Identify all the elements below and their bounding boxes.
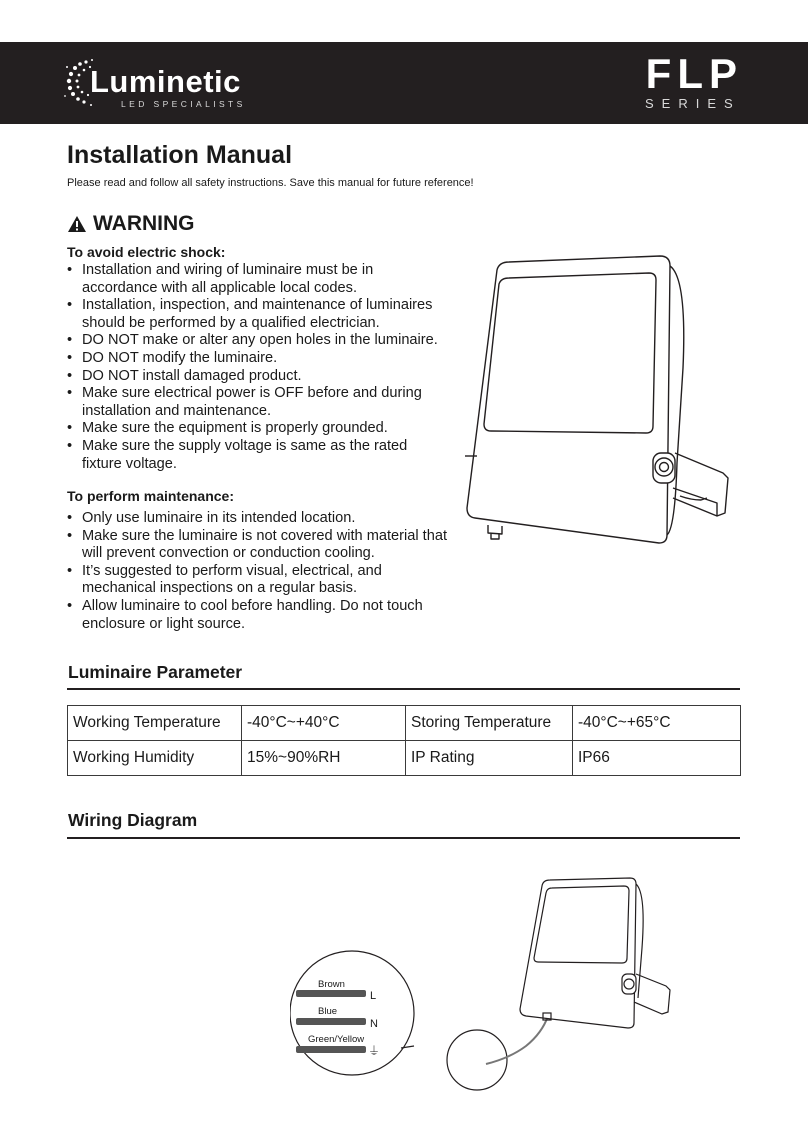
parameter-section-title: Luminaire Parameter [68,662,243,682]
list-item: • Make sure electrical power is OFF before and during installation and maintenance. [67,385,451,420]
list-item: • Allow luminaire to cool before handling. Do not touch enclosure or light source. [67,598,451,633]
warning-heading [67,211,195,236]
wire-detail-circle [290,951,414,1075]
maintenance-heading: To perform maintenance: [67,488,234,504]
table-row [68,706,741,741]
maintenance-list [67,510,451,633]
wiring-section-title: Wiring Diagram [68,810,198,830]
floodlight-illustration [455,248,745,558]
brand-name: Luminetic [90,64,241,99]
wire-label-blue: Blue [318,1006,338,1017]
warning-heading-text: WARNING [93,212,195,235]
series-label: SERIES [645,96,741,111]
list-item: • Make sure the equipment is properly grounded. [67,420,451,438]
list-item: • Installation and wiring of luminaire must be in accordance with all applicable local codes. [67,262,451,297]
wire-label-brown: Brown [318,979,345,990]
table-cell: -40°C~+40°C [242,706,406,741]
page-subtitle: Please read and follow all safety instructions. Save this manual for future reference! [67,177,474,189]
table-cell: 15%~90%RH [242,741,406,776]
table-cell: Working Humidity [68,741,242,776]
parameter-table [67,705,741,776]
list-item: • DO NOT modify the luminaire. [67,350,451,368]
list-item: • Make sure the supply voltage is same as the rated fixture voltage. [67,438,451,473]
small-floodlight-illustration [520,878,670,1028]
table-cell: IP66 [573,741,741,776]
ground-symbol-icon: ⏚ [367,1044,381,1058]
series-name: FLP [645,50,743,97]
wire-brown [296,990,366,997]
table-cell: Working Temperature [68,706,242,741]
list-item: • DO NOT make or alter any open holes in the luminaire. [67,332,451,350]
list-item: • Only use luminaire in its intended location. [67,510,451,528]
terminal-label-l: L [370,990,377,1002]
terminal-label-n: N [370,1018,378,1030]
shock-heading: To avoid electric shock: [67,244,226,260]
warning-triangle-icon [67,215,87,233]
wiring-diagram [290,868,710,1093]
brand-tagline: LED SPECIALISTS [121,99,246,109]
wire-green-yellow [296,1046,366,1053]
list-item: • Make sure the luminaire is not covered with material that will prevent convection or conduction cooling. [67,528,451,563]
table-cell: -40°C~+65°C [573,706,741,741]
section-divider [67,688,740,690]
section-divider [67,837,740,839]
table-cell: Storing Temperature [406,706,573,741]
list-item: • DO NOT install damaged product. [67,368,451,386]
list-item: • It’s suggested to perform visual, electrical, and mechanical inspections on a regular basis. [67,563,451,598]
table-row [68,741,741,776]
table-cell: IP Rating [406,741,573,776]
wire-label-green-yellow: Green/Yellow [308,1034,365,1045]
shock-list [67,262,451,473]
list-item: • Installation, inspection, and maintenance of luminaires should be performed by a qualified electrician. [67,297,451,332]
wire-blue [296,1018,366,1025]
page-title: Installation Manual [67,141,293,169]
